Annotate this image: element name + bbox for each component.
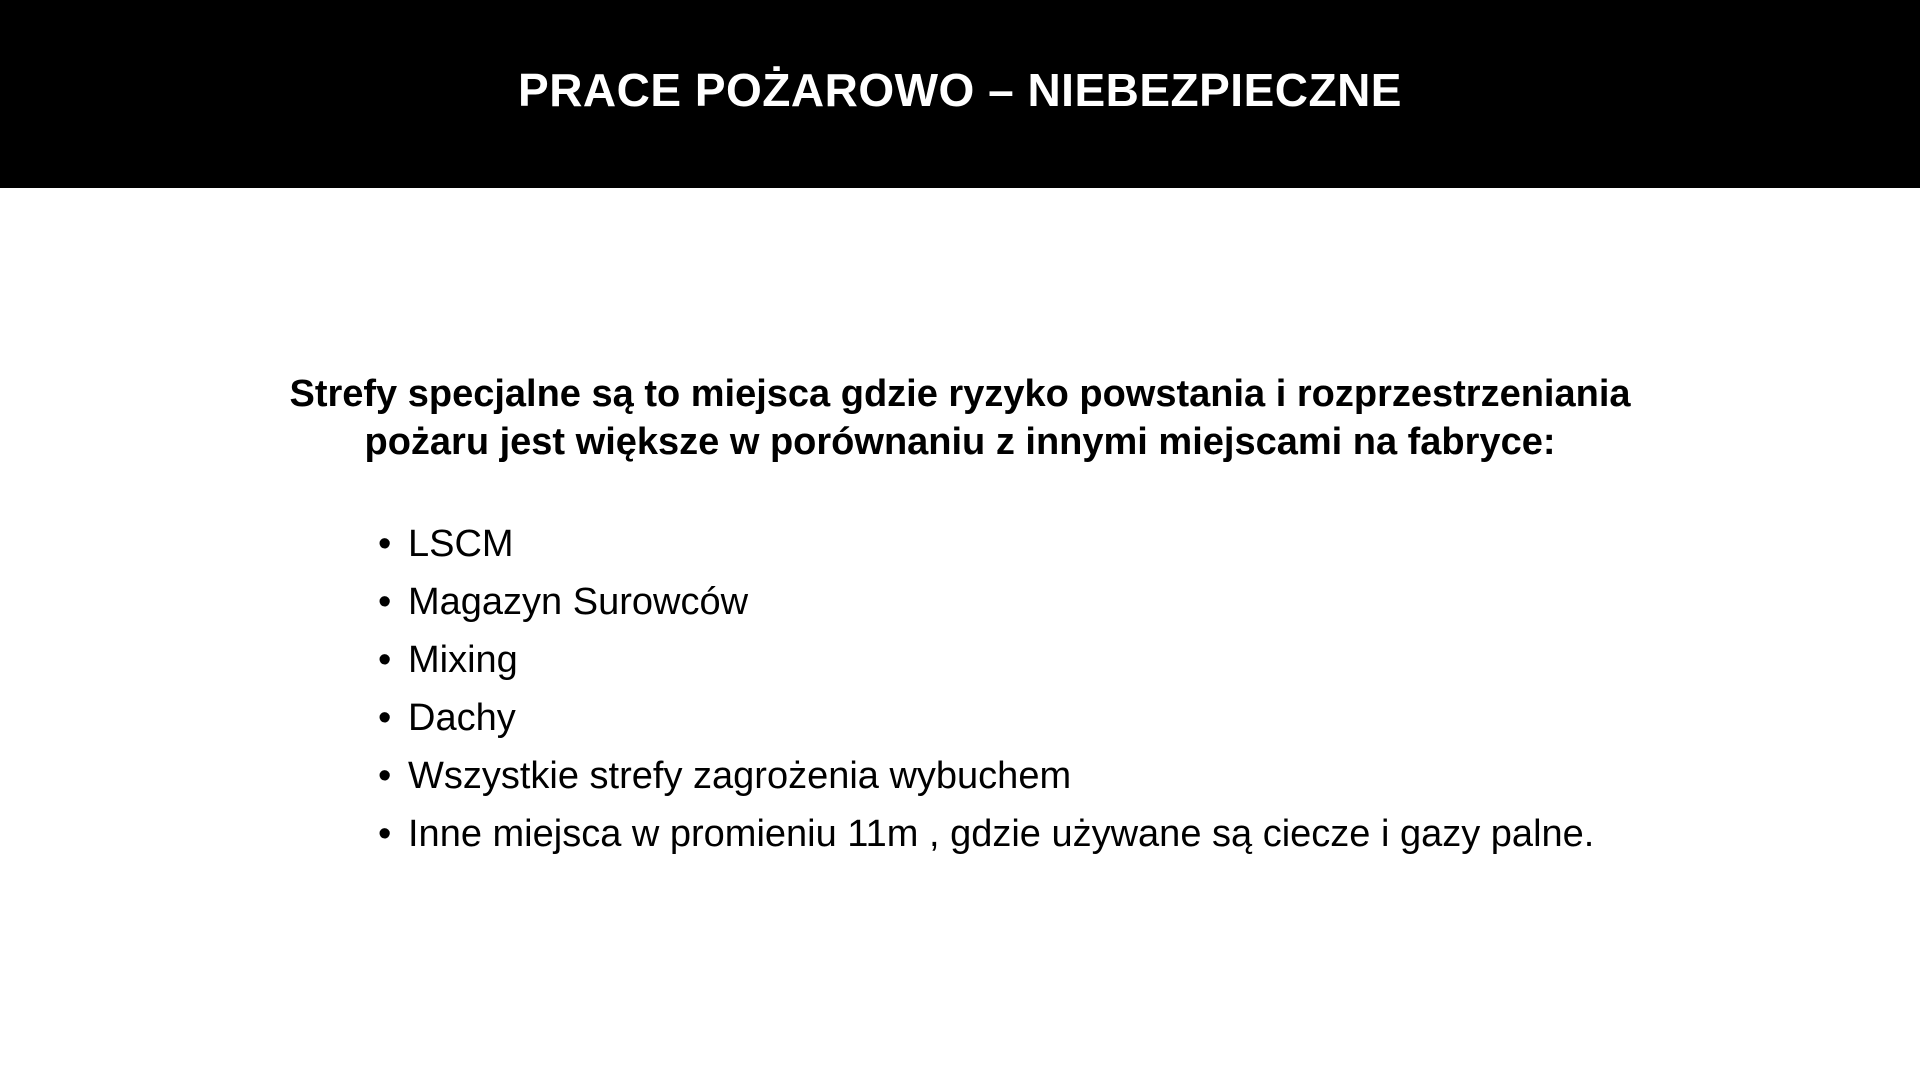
list-item: [378, 573, 1594, 631]
slide-title: PRACE POŻAROWO – NIEBEZPIECZNE: [518, 64, 1402, 116]
list-item-label: Dachy: [408, 697, 516, 739]
bullet-icon: •: [378, 639, 392, 681]
intro-paragraph: [180, 370, 1740, 466]
zones-list: [378, 515, 1594, 863]
bullet-icon: •: [378, 755, 392, 797]
intro-line-1: Strefy specjalne są to miejsca gdzie ryzyko powstania i rozprzestrzeniania: [289, 373, 1631, 415]
list-item: [378, 515, 1594, 573]
list-item: [378, 747, 1594, 805]
intro-line-2: pożaru jest większe w porównaniu z innymi miejscami na fabryce:: [364, 421, 1556, 463]
list-item-label: Magazyn Surowców: [408, 581, 749, 623]
list-item: [378, 631, 1594, 689]
list-item-label: LSCM: [408, 523, 514, 565]
bullet-icon: •: [378, 697, 392, 739]
list-item-label: Wszystkie strefy zagrożenia wybuchem: [408, 755, 1072, 797]
list-item: [378, 805, 1594, 863]
list-item-label: Inne miejsca w promieniu 11m , gdzie używane są ciecze i gazy palne.: [408, 813, 1595, 855]
bullet-icon: •: [378, 581, 392, 623]
list-item-label: Mixing: [408, 639, 518, 681]
bullet-icon: •: [378, 523, 392, 565]
list-item: [378, 689, 1594, 747]
bullet-icon: •: [378, 813, 392, 855]
header-bar: [0, 0, 1920, 188]
